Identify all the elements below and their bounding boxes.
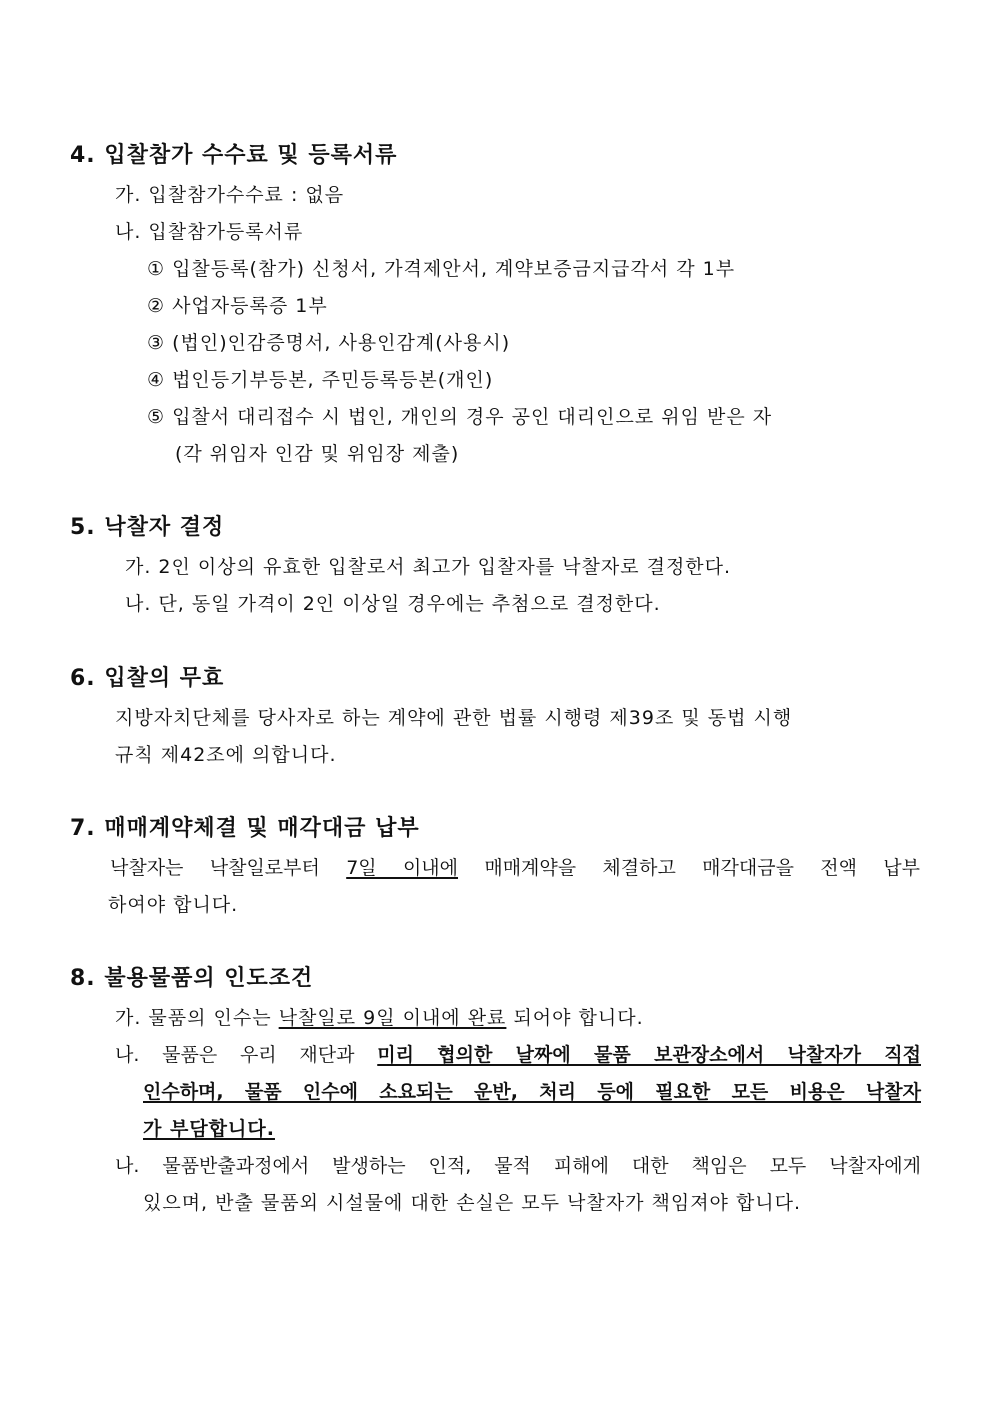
section-7-line-2: 하여야 합니다. xyxy=(108,894,239,916)
section-8-item-ga xyxy=(115,1003,644,1030)
section-4-item-na: 나. 입찰참가등록서류 xyxy=(115,221,304,243)
section-8-item-na2-line-2: 있으며, 반출 물품외 시설물에 대한 손실은 모두 낙찰자가 책임져야 합니다. xyxy=(143,1192,802,1214)
section-4-item-ga: 가. 입찰참가수수료 : 없음 xyxy=(115,184,345,206)
section-8-na-emphasis-1: 미리 협의한 날짜에 물품 보관장소에서 낙찰자가 직접 xyxy=(377,1044,921,1066)
section-6-line-1: 지방자치단체를 당사자로 하는 계약에 관한 법률 시행령 제39조 및 동법 시행 xyxy=(115,707,793,729)
section-7-deadline-emphasis: 7일 이내에 xyxy=(346,857,459,879)
section-5-item-ga: 가. 2인 이상의 유효한 입찰로서 최고가 입찰자를 낙찰자로 결정한다. xyxy=(125,556,732,578)
section-7-title: 7. 매매계약체결 및 매각대금 납부 xyxy=(70,816,420,841)
section-6-line-2: 규칙 제42조에 의합니다. xyxy=(115,744,337,766)
section-5-title: 5. 낙찰자 결정 xyxy=(70,515,225,540)
section-7-text-pre: 낙찰자는 낙찰일로부터 xyxy=(110,857,320,879)
section-6-title: 6. 입찰의 무효 xyxy=(70,666,225,691)
section-7-text-post: 매매계약을 체결하고 매각대금을 전액 납부 xyxy=(484,857,920,879)
section-8-item-na-line-1 xyxy=(115,1040,921,1067)
section-8-item-na2-line-1: 나. 물품반출과정에서 발생하는 인적, 물적 피해에 대한 책임은 모두 낙찰자에게 xyxy=(115,1155,921,1177)
section-4-doc-5-note: (각 위임자 인감 및 위임장 제출) xyxy=(175,443,460,465)
section-4-doc-4: ④ 법인등기부등본, 주민등록등본(개인) xyxy=(147,369,494,391)
section-8-ga-pre: 가. 물품의 인수는 xyxy=(115,1007,272,1029)
section-8-na-emphasis-3: 가 부담합니다. xyxy=(143,1118,275,1140)
section-5-item-na: 나. 단, 동일 가격이 2인 이상일 경우에는 추첨으로 결정한다. xyxy=(125,593,661,615)
section-8-ga-emphasis: 낙찰일로 9일 이내에 완료 xyxy=(278,1007,507,1029)
section-4-doc-2: ② 사업자등록증 1부 xyxy=(147,295,328,317)
section-7-line-1 xyxy=(110,853,920,880)
section-8-na-emphasis-2: 인수하며, 물품 인수에 소요되는 운반, 처리 등에 필요한 모든 비용은 낙찰자 xyxy=(143,1081,921,1103)
section-4-doc-1: ① 입찰등록(참가) 신청서, 가격제안서, 계약보증금지급각서 각 1부 xyxy=(147,258,736,280)
section-8-title: 8. 불용물품의 인도조건 xyxy=(70,966,314,991)
section-4-doc-3: ③ (법인)인감증명서, 사용인감계(사용시) xyxy=(147,332,511,354)
section-8-na-pre: 나. 물품은 우리 재단과 xyxy=(115,1044,355,1066)
section-4-doc-5: ⑤ 입찰서 대리접수 시 법인, 개인의 경우 공인 대리인으로 위임 받은 자 xyxy=(147,406,773,428)
section-8-ga-post: 되어야 합니다. xyxy=(513,1007,644,1029)
section-4-title: 4. 입찰참가 수수료 및 등록서류 xyxy=(70,143,398,168)
